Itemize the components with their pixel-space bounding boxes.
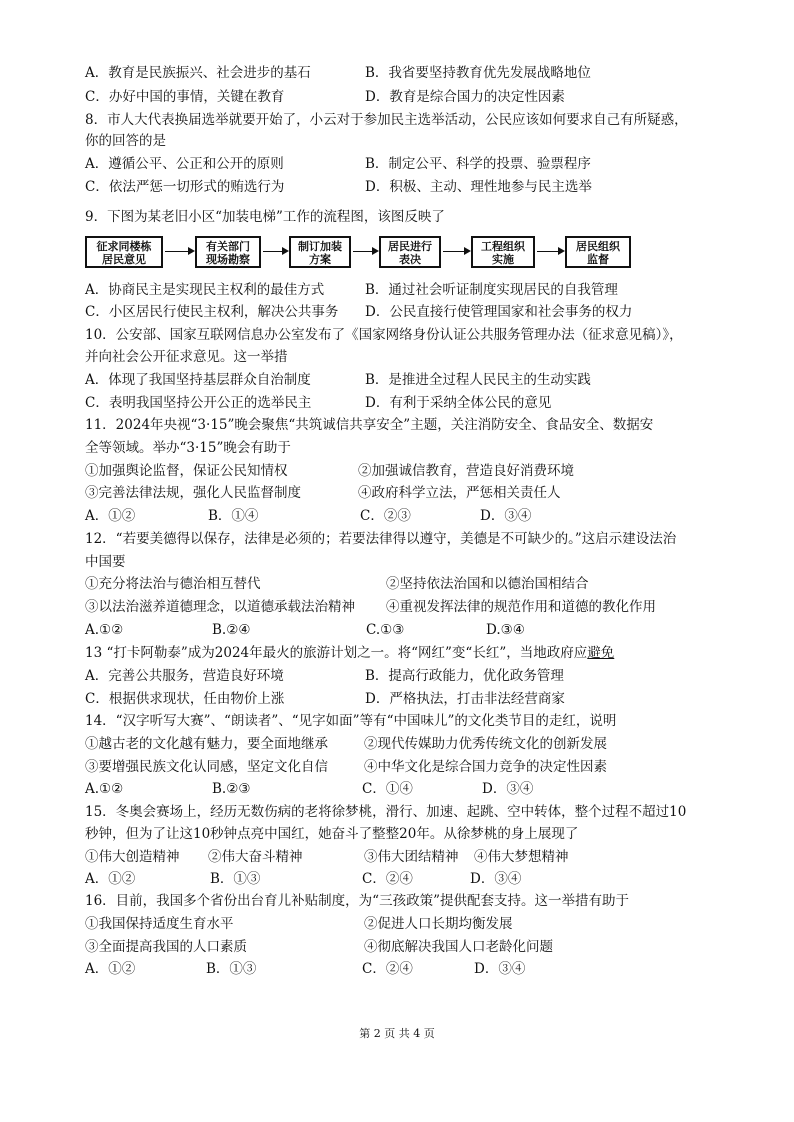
- q13-stem-text: 13 “打卡阿勒泰”成为2024年最火的旅游计划之一。将“网红”变“长红”，当地政府应: [85, 645, 588, 661]
- flow-step-5-line2: 实施: [492, 253, 514, 266]
- q10-option-d: D．有利于采纳全体公民的意见: [365, 395, 552, 411]
- q10-option-c: C．表明我国坚持公开公正的选举民主: [85, 395, 312, 411]
- q14-option-a: A.①②: [85, 781, 124, 797]
- q15-option-d: D．③④: [470, 871, 522, 887]
- flow-step-4-line1: 居民进行: [388, 240, 432, 253]
- q14-statement-2: ②现代传媒助力优秀传统文化的创新发展: [364, 736, 607, 752]
- flow-step-2-line1: 有关部门: [206, 240, 250, 253]
- q11-statement-2: ②加强诚信教育，营造良好消费环境: [358, 463, 574, 479]
- q13-stem-underlined: 避免: [587, 645, 615, 661]
- flow-arrow-1: [165, 251, 193, 252]
- flow-arrow-4: [443, 251, 469, 252]
- q12-stem-line1: 12．“若要美德得以保存，法律是必须的；若要法律得以遵守，美德是不可缺少的。”这启示建设法治: [85, 531, 677, 547]
- q12-statement-1: ①充分将法治与德治相互替代: [85, 576, 261, 592]
- q13-option-a: A．完善公共服务，营造良好环境: [85, 668, 284, 684]
- q11-option-a: A．①②: [85, 508, 136, 524]
- q14-stem: 14．“汉字听写大赛”、“朗读者”、“见字如面”等有“中国味儿”的文化类节目的走红，说明: [85, 713, 617, 729]
- flow-step-3: [289, 236, 351, 268]
- q11-statement-3: ③完善法律法规，强化人民监督制度: [85, 485, 301, 501]
- q11-stem-line2: 全等领域。举办“3·15”晚会有助于: [85, 440, 291, 456]
- q16-option-c: C．②④: [362, 961, 413, 977]
- q13-stem: [85, 644, 614, 662]
- flow-step-1-line1: 征求同楼栋: [96, 240, 152, 253]
- q10-option-a: A．体现了我国坚持基层群众自治制度: [85, 372, 311, 388]
- flow-step-3-line2: 方案: [309, 253, 331, 266]
- flow-step-2: [195, 236, 261, 268]
- q8-option-c: C．依法严惩一切形式的贿选行为: [85, 179, 285, 195]
- q15-statement-4: ④伟大梦想精神: [474, 849, 569, 865]
- flow-step-6-line1: 居民组织: [576, 240, 620, 253]
- q11-stem-line1: 11．2024年央视“3·15”晚会聚焦“共筑诚信共享安全”主题，关注消防安全、食品安全、数据安: [85, 417, 654, 433]
- flow-step-4: [379, 236, 441, 268]
- q14-statement-1: ①越古老的文化越有魅力，要全面地继承: [85, 736, 328, 752]
- q13-option-b: B．提高行政能力，优化政务管理: [365, 668, 564, 684]
- q16-statement-2: ②促进人口长期均衡发展: [364, 916, 513, 932]
- q12-option-c: C.①③: [366, 622, 405, 638]
- q11-option-b: B．①④: [208, 508, 259, 524]
- flow-arrow-2: [263, 251, 287, 252]
- q11-statement-4: ④政府科学立法，严惩相关责任人: [358, 485, 561, 501]
- q15-option-b: B．①③: [210, 871, 261, 887]
- q14-option-d: D．③④: [482, 781, 534, 797]
- flow-step-5: [471, 236, 535, 268]
- q14-statement-4: ④中华文化是综合国力竞争的决定性因素: [364, 759, 607, 775]
- flow-arrow-5: [537, 251, 563, 252]
- q8-option-d: D．积极、主动、理性地参与民主选举: [365, 179, 592, 195]
- q9-option-d: D．公民直接行使管理国家和社会事务的权力: [365, 304, 633, 320]
- q8-stem-line1: 8．市人大代表换届选举就要开始了，小云对于参加民主选举活动，公民应该如何要求自己有所疑惑，: [85, 112, 688, 128]
- flow-step-6: [565, 236, 631, 268]
- q7-option-b: B．我省要坚持教育优先发展战略地位: [365, 65, 591, 81]
- q8-option-a: A．遵循公平、公正和公开的原则: [85, 156, 284, 172]
- q8-option-b: B．制定公平、科学的投票、验票程序: [365, 156, 591, 172]
- q7-option-d: D．教育是综合国力的决定性因素: [365, 89, 565, 105]
- q12-option-a: A.①②: [85, 622, 124, 638]
- q16-statement-1: ①我国保持适度生育水平: [85, 916, 234, 932]
- flow-step-6-line2: 监督: [587, 253, 609, 266]
- q15-statement-1: ①伟大创造精神: [85, 849, 180, 865]
- q11-statement-1: ①加强舆论监督，保证公民知情权: [85, 463, 288, 479]
- q12-statement-3: ③以法治滋养道德理念，以道德承载法治精神: [85, 599, 355, 615]
- flow-arrow-3: [353, 251, 377, 252]
- q14-option-c: C．①④: [362, 781, 413, 797]
- q16-statement-4: ④彻底解决我国人口老龄化问题: [364, 939, 553, 955]
- q9-option-b: B．通过社会听证制度实现居民的自我管理: [365, 282, 618, 298]
- q16-statement-3: ③全面提高我国的人口素质: [85, 939, 247, 955]
- q11-option-d: D．③④: [480, 508, 532, 524]
- q16-option-a: A．①②: [85, 961, 136, 977]
- flow-step-4-line2: 表决: [399, 253, 421, 266]
- q12-statement-2: ②坚持依法治国和以德治国相结合: [386, 576, 589, 592]
- q14-statement-3: ③要增强民族文化认同感，坚定文化自信: [85, 759, 328, 775]
- page-number-footer: 第 2 页 共 4 页: [359, 1027, 435, 1040]
- q16-stem: 16．目前，我国多个省份出台育儿补贴制度，为“三孩政策”提供配套支持。这一举措有助于: [85, 893, 629, 909]
- q8-stem-line2: 你的回答的是: [85, 133, 166, 149]
- q12-stem-line2: 中国要: [85, 554, 126, 570]
- flow-step-2-line2: 现场勘察: [206, 253, 250, 266]
- q10-option-b: B．是推进全过程人民民主的生动实践: [365, 372, 591, 388]
- flow-step-1: [85, 236, 163, 268]
- flow-step-3-line1: 制订加装: [298, 240, 342, 253]
- q11-option-c: C．②③: [360, 508, 411, 524]
- q13-option-c: C．根据供求现状，任由物价上涨: [85, 691, 285, 707]
- q12-statement-4: ④重视发挥法律的规范作用和道德的教化作用: [386, 599, 656, 615]
- q10-stem-line2: 并向社会公开征求意见。这一举措: [85, 349, 288, 365]
- flow-step-5-line1: 工程组织: [481, 240, 525, 253]
- q9-stem: 9．下图为某老旧小区“加装电梯”工作的流程图，该图反映了: [85, 209, 445, 225]
- q16-option-d: D．③④: [474, 961, 526, 977]
- q15-stem-line2: 秒钟，但为了让这10秒钟点亮中国红，她奋斗了整整20年。从徐梦桃的身上展现了: [85, 826, 579, 842]
- q15-option-c: C．②④: [362, 871, 413, 887]
- q10-stem-line1: 10．公安部、国家互联网信息办公室发布了《国家网络身份认证公共服务管理办法（征求意见稿）》，: [85, 327, 683, 343]
- q12-option-d: D.③④: [486, 622, 525, 638]
- q9-flowchart: [85, 236, 645, 272]
- q16-option-b: B．①③: [206, 961, 257, 977]
- flow-step-1-line2: 居民意见: [102, 253, 146, 266]
- q14-option-b: B.②③: [212, 781, 251, 797]
- q12-option-b: B.②④: [212, 622, 251, 638]
- q15-stem-line1: 15．冬奥会赛场上，经历无数伤病的老将徐梦桃，滑行、加速、起跳、空中转体，整个过程不超过10: [85, 804, 687, 820]
- q13-option-d: D．严格执法，打击非法经营商家: [365, 691, 565, 707]
- q15-statement-2: ②伟大奋斗精神: [208, 849, 303, 865]
- q7-option-a: A．教育是民族振兴、社会进步的基石: [85, 65, 311, 81]
- q9-option-c: C．小区居民行使民主权利，解决公共事务: [85, 304, 339, 320]
- q15-statement-3: ③伟大团结精神: [364, 849, 459, 865]
- q9-option-a: A．协商民主是实现民主权利的最佳方式: [85, 282, 325, 298]
- q7-option-c: C．办好中国的事情，关键在教育: [85, 89, 285, 105]
- q15-option-a: A．①②: [85, 871, 136, 887]
